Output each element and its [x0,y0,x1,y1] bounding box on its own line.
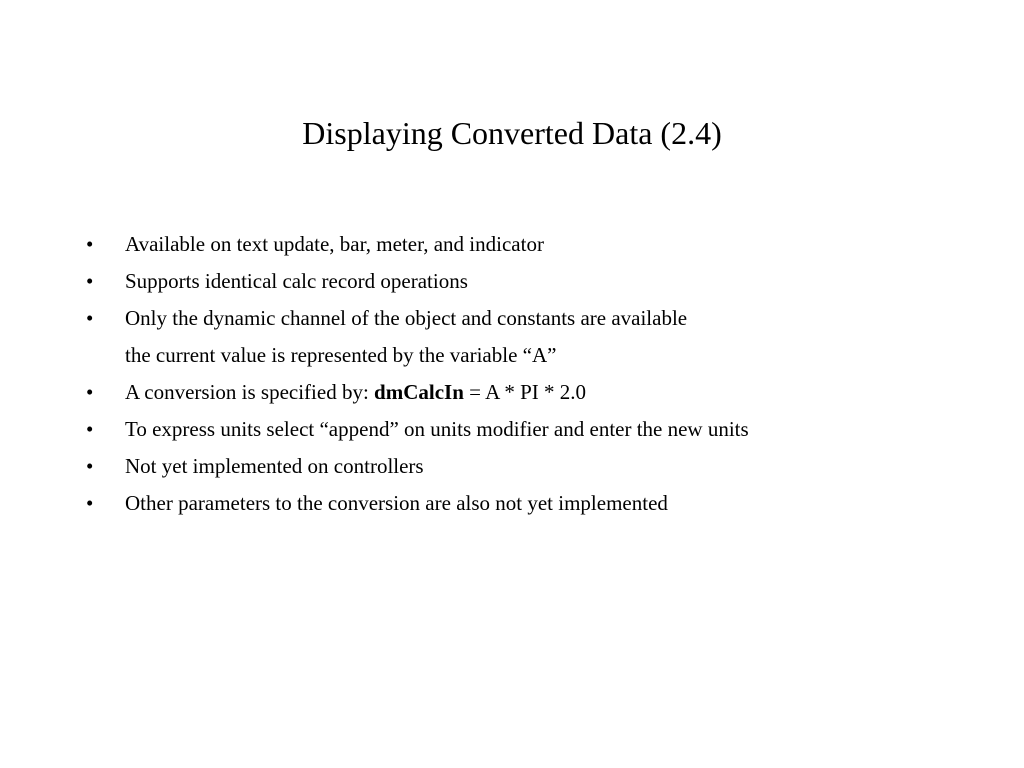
bullet-item [86,226,986,263]
bullet-continuation [86,337,986,374]
bullet-text: Other parameters to the conversion are also not yet implemented [125,491,668,515]
bullet-text: Supports identical calc record operations [125,269,468,293]
bullet-marker: • [86,417,94,441]
bullet-item [86,485,986,522]
bullet-text: Only the dynamic channel of the object and constants are available [125,306,688,330]
bullet-continuation-text: the current value is represented by the variable “A” [125,343,557,367]
bullet-marker: • [86,380,94,404]
bullet-text: Not yet implemented on controllers [125,454,424,478]
bullet-marker: • [86,269,94,293]
bullet-marker: • [86,306,94,330]
bullet-marker: • [86,491,94,515]
bullet-item [86,374,986,411]
bullet-item [86,411,986,448]
conversion-function-name: dmCalcIn [374,380,464,404]
conversion-prefix: A conversion is specified by: [125,380,375,404]
bullet-item [86,300,986,337]
bullet-marker: • [86,454,94,478]
bullet-text-conversion [125,374,586,411]
bullet-list [86,226,986,522]
slide-title: Displaying Converted Data (2.4) [302,115,722,151]
bullet-text: To express units select “append” on units modifier and enter the new units [125,417,749,441]
bullet-item [86,448,986,485]
bullet-text: Available on text update, bar, meter, and indicator [125,232,544,256]
bullet-marker: • [86,232,94,256]
conversion-expression: = A * PI * 2.0 [463,380,587,404]
bullet-item [86,263,986,300]
